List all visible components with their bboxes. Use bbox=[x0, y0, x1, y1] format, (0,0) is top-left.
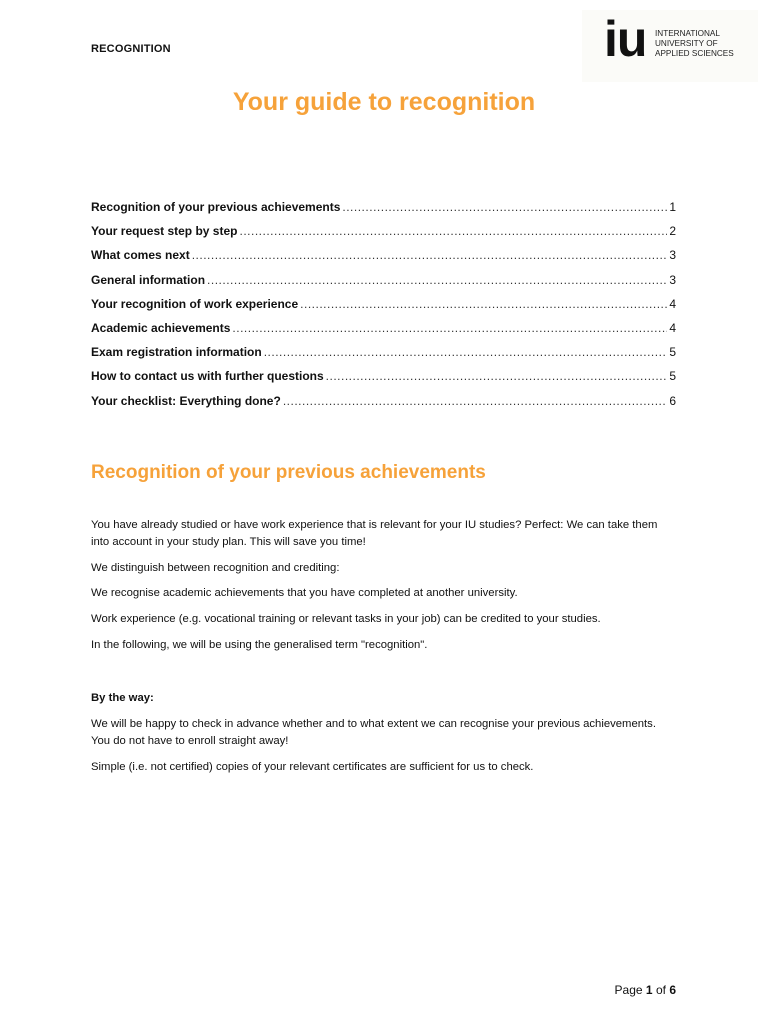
logo-line: INTERNATIONAL bbox=[655, 29, 720, 38]
toc-leader-dots bbox=[207, 273, 667, 287]
toc-entry-page[interactable]: 4 bbox=[669, 296, 676, 311]
toc-entry-title[interactable]: How to contact us with further questions bbox=[91, 369, 324, 384]
table-of-contents bbox=[91, 200, 676, 418]
body-paragraph: We distinguish between recognition and crediting: bbox=[91, 562, 340, 574]
toc-leader-dots bbox=[239, 224, 667, 238]
toc-entry-page[interactable]: 5 bbox=[669, 345, 676, 360]
toc-entry-title[interactable]: Your request step by step bbox=[91, 224, 238, 239]
toc-leader-dots bbox=[264, 345, 668, 359]
toc-entry-page[interactable]: 4 bbox=[669, 320, 676, 335]
toc-entry-page[interactable]: 1 bbox=[669, 200, 676, 214]
by-the-way-heading: By the way: bbox=[91, 692, 154, 704]
toc-leader-dots bbox=[192, 248, 668, 262]
toc-entry-page[interactable]: 5 bbox=[669, 369, 676, 384]
section-heading: Recognition of your previous achievements bbox=[91, 462, 486, 483]
logo-text bbox=[655, 29, 734, 59]
toc-entry[interactable] bbox=[91, 200, 676, 224]
toc-entry-title[interactable]: General information bbox=[91, 272, 206, 287]
logo-line: UNIVERSITY OF bbox=[655, 39, 718, 48]
toc-entry[interactable] bbox=[91, 369, 676, 393]
toc-entry[interactable] bbox=[91, 394, 676, 418]
toc-entry[interactable] bbox=[91, 345, 676, 369]
toc-entry[interactable] bbox=[91, 297, 676, 321]
of-word: of bbox=[655, 983, 666, 997]
page-word: Page bbox=[614, 983, 643, 997]
body-paragraph: Work experience (e.g. vocational training or relevant tasks in your job) can be credited to your studies. bbox=[91, 613, 601, 625]
toc-leader-dots bbox=[326, 369, 668, 383]
toc-entry-title[interactable]: Academic achievements bbox=[91, 320, 231, 335]
toc-entry[interactable] bbox=[91, 248, 676, 272]
toc-entry[interactable] bbox=[91, 273, 676, 297]
current-page: 1 bbox=[645, 983, 653, 997]
toc-entry-title[interactable]: Exam registration information bbox=[91, 345, 262, 360]
toc-entry-title[interactable]: Your checklist: Everything done? bbox=[91, 393, 281, 408]
logo-line: APPLIED SCIENCES bbox=[655, 49, 734, 58]
toc-entry-title[interactable]: Recognition of your previous achievements bbox=[91, 200, 341, 214]
toc-entry-title[interactable]: What comes next bbox=[91, 248, 190, 263]
body-paragraph: We recognise academic achievements that you have completed at another university. bbox=[91, 587, 518, 599]
body-paragraph: We will be happy to check in advance whether and to what extent we can recognise your previous achievements. You do not have to enroll straight away! bbox=[91, 718, 656, 747]
page-number bbox=[615, 983, 676, 997]
toc-entry-title[interactable]: Your recognition of work experience bbox=[91, 296, 299, 311]
header-label: RECOGNITION bbox=[91, 43, 171, 55]
toc-entry-page[interactable]: 3 bbox=[669, 272, 676, 287]
total-pages: 6 bbox=[669, 983, 676, 997]
toc-entry[interactable] bbox=[91, 321, 676, 345]
toc-leader-dots bbox=[283, 394, 667, 408]
toc-leader-dots bbox=[300, 297, 667, 311]
toc-entry[interactable] bbox=[91, 224, 676, 248]
logo-mark: iu bbox=[604, 11, 647, 67]
toc-entry-page[interactable]: 6 bbox=[669, 393, 676, 408]
iu-logo bbox=[582, 10, 758, 82]
body-paragraph: Simple (i.e. not certified) copies of your relevant certificates are sufficient for us to check. bbox=[91, 761, 534, 773]
toc-leader-dots bbox=[342, 200, 667, 214]
body-paragraph: In the following, we will be using the generalised term "recognition". bbox=[91, 639, 428, 651]
toc-entry-page[interactable]: 2 bbox=[669, 224, 676, 239]
body-paragraph: You have already studied or have work experience that is relevant for your IU studies? Perfect: We can take them into account in your study plan. This will save you time! bbox=[91, 519, 658, 548]
toc-leader-dots bbox=[232, 321, 667, 335]
toc-entry-page[interactable]: 3 bbox=[669, 248, 676, 263]
document-title: Your guide to recognition bbox=[232, 88, 536, 116]
